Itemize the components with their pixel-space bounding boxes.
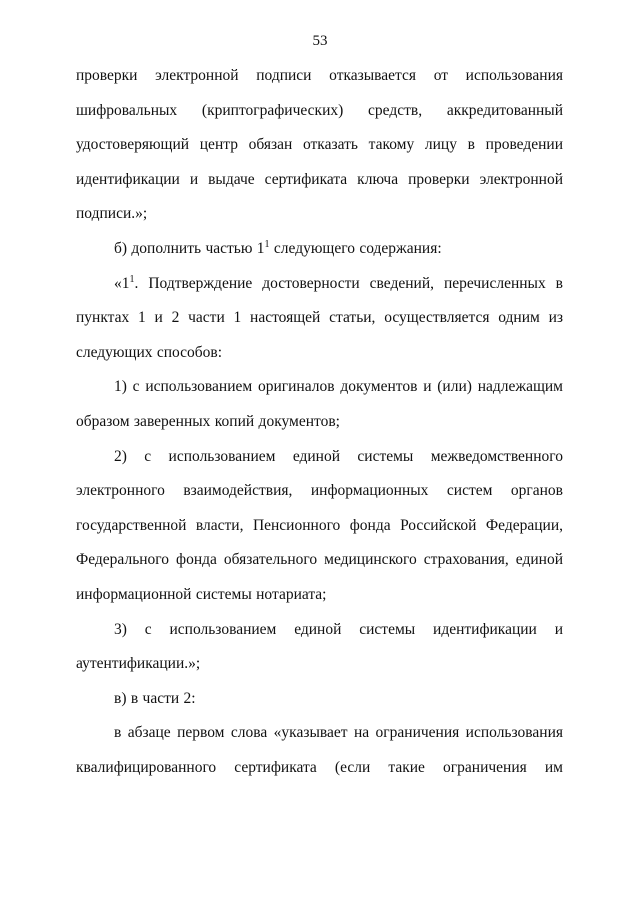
paragraph-part-1-1-lead: «1 <box>114 274 130 292</box>
paragraph-continuation: проверки электронной подписи отказывается от использования шифровальных (криптографических) средств, аккредитованный удостоверяющий центр обязан отказать такому лицу в проведении идентификации и выдаче сертификата ключа проверки электронной подписи.»; <box>76 67 563 223</box>
paragraph-part-1-1-text: . Подтверждение достоверности сведений, перечисленных в пунктах 1 и 2 части 1 настоящей статьи, осуществляется одним из следующих способов: <box>76 274 563 361</box>
paragraph-part-1-1 <box>76 267 563 371</box>
superscript: 1 <box>264 238 270 250</box>
superscript: 1 <box>129 273 135 285</box>
paragraph-item-v: в) в части 2: <box>114 689 196 707</box>
paragraph-first-abzac: в абзаце первом слова «указывает на ограничения использования квалифицированного сертификата (если такие ограничения им <box>76 724 563 776</box>
document-body <box>76 59 563 785</box>
paragraph-item-b-text: б) дополнить частью 1 <box>114 239 265 257</box>
paragraph-method-3: 3) с использованием единой системы идентификации и аутентификации.»; <box>76 620 563 673</box>
paragraph-method-2: 2) с использованием единой системы межведомственного электронного взаимодействия, информационных систем органов государственной власти, Пенсионного фонда Российской Федерации, Федерального фонда обязательного медицинского страхования, единой информационной системы нотариата; <box>76 447 563 603</box>
page-number: 53 <box>312 33 328 49</box>
paragraph-item-b <box>76 232 563 267</box>
paragraph-item-b-tail: следующего содержания: <box>269 239 442 257</box>
paragraph-method-1: 1) с использованием оригиналов документов и (или) надлежащим образом заверенных копий документов; <box>76 378 563 430</box>
